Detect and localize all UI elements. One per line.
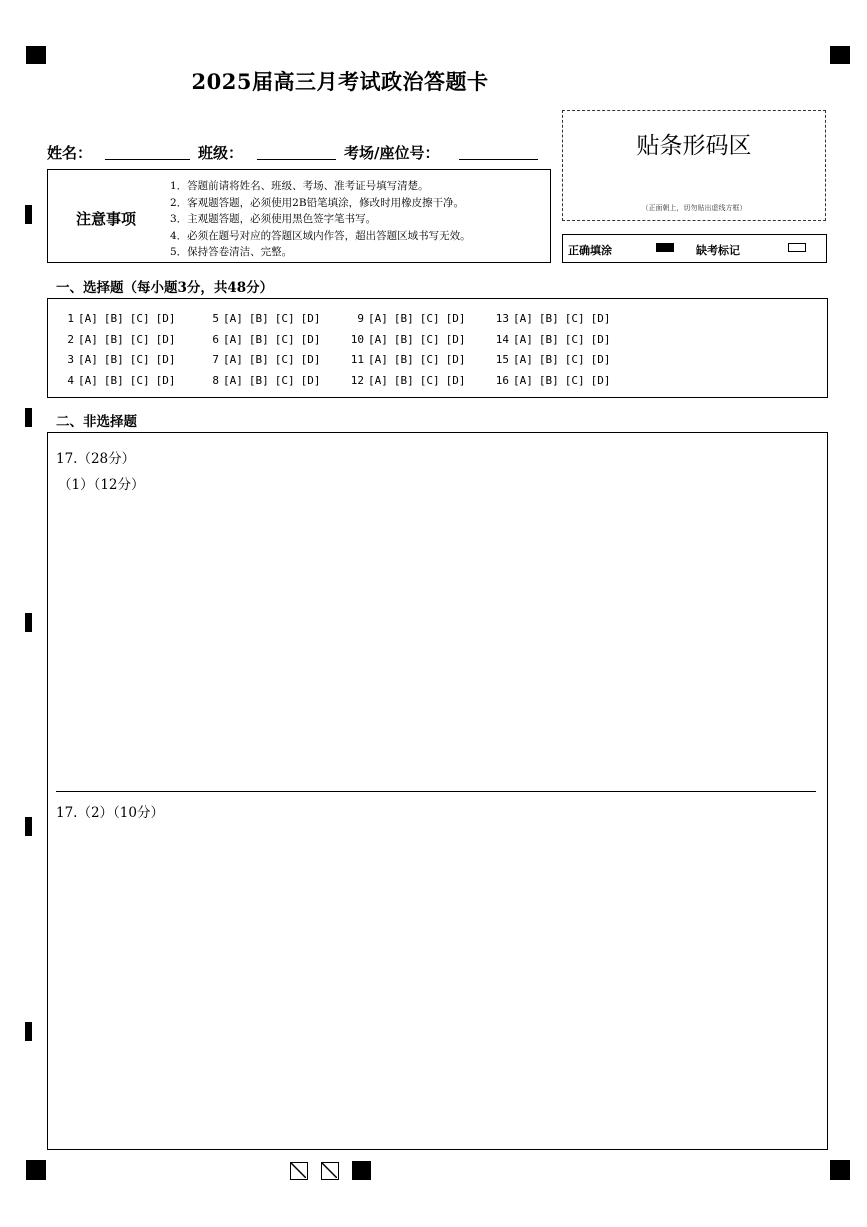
timing-mark bbox=[25, 613, 32, 632]
mc-option-bubble[interactable]: [C] bbox=[419, 373, 440, 387]
mc-option-bubble[interactable]: [A] bbox=[513, 373, 533, 387]
mc-option-bubble[interactable]: [C] bbox=[274, 373, 295, 387]
mc-option-bubble[interactable]: [A] bbox=[368, 312, 388, 325]
notice-item: 4．必须在题号对应的答题区域内作答，超出答题区域书写无效。 bbox=[170, 229, 471, 242]
mc-option-bubble[interactable]: [B] bbox=[103, 312, 124, 325]
mc-option-bubble[interactable]: [B] bbox=[103, 373, 124, 387]
corner-mark-top-right bbox=[830, 46, 850, 64]
mc-option-bubble[interactable]: [C] bbox=[419, 353, 440, 366]
corner-mark-top-left bbox=[26, 46, 46, 64]
mc-question-8 bbox=[203, 371, 321, 392]
mc-question-number: 8 bbox=[212, 373, 219, 387]
mc-question-11 bbox=[348, 350, 466, 371]
mc-option-bubble[interactable]: [D] bbox=[155, 373, 176, 387]
mc-option-bubble[interactable]: [D] bbox=[445, 373, 466, 387]
class-label: 班级： bbox=[198, 144, 244, 162]
mc-question-number: 7 bbox=[212, 353, 219, 366]
barcode-title: 贴条形码区 bbox=[636, 133, 752, 159]
corner-mark-bottom-left bbox=[26, 1160, 46, 1180]
mc-option-bubble[interactable]: [A] bbox=[78, 373, 98, 387]
mc-option-bubble[interactable]: [A] bbox=[78, 312, 98, 325]
corner-mark-bottom-right bbox=[830, 1160, 850, 1180]
mc-option-bubble[interactable]: [D] bbox=[300, 353, 321, 366]
slash-box-icon bbox=[290, 1162, 308, 1180]
mc-option-bubble[interactable]: [B] bbox=[248, 353, 269, 366]
mc-question-number: 14 bbox=[495, 332, 509, 346]
mc-option-bubble[interactable]: [C] bbox=[564, 312, 585, 325]
timing-mark bbox=[25, 1022, 32, 1041]
notice-item: 1．答题前请将姓名、班级、考场、准考证号填写清楚。 bbox=[170, 180, 429, 192]
mc-option-bubble[interactable]: [D] bbox=[590, 332, 611, 346]
mc-option-bubble[interactable]: [D] bbox=[590, 373, 611, 387]
mc-question-number: 10 bbox=[350, 332, 364, 346]
notice-list bbox=[170, 178, 471, 261]
q17-header: 17.（28分） bbox=[56, 451, 136, 467]
timing-mark bbox=[25, 817, 32, 836]
mc-option-bubble[interactable]: [C] bbox=[129, 373, 150, 387]
mc-option-bubble[interactable]: [C] bbox=[564, 353, 585, 366]
mc-option-bubble[interactable]: [B] bbox=[538, 332, 559, 346]
mc-question-number: 3 bbox=[67, 353, 74, 366]
mc-question-number: 1 bbox=[67, 312, 74, 325]
mc-option-bubble[interactable]: [C] bbox=[129, 353, 150, 366]
mc-option-bubble[interactable]: [A] bbox=[78, 353, 98, 366]
page-title: 2025届高三月考试政治答题卡 bbox=[191, 69, 489, 94]
barcode-area bbox=[562, 110, 826, 221]
class-field[interactable] bbox=[257, 142, 336, 160]
mc-option-bubble[interactable]: [D] bbox=[300, 332, 321, 346]
mc-question-number: 6 bbox=[212, 332, 219, 346]
mc-option-bubble[interactable]: [B] bbox=[248, 312, 269, 325]
mc-question-6 bbox=[203, 330, 321, 351]
mc-option-bubble[interactable]: [A] bbox=[368, 373, 388, 387]
mc-question-number: 16 bbox=[495, 373, 509, 387]
absent-mark-checkbox[interactable] bbox=[788, 243, 806, 252]
mc-option-bubble[interactable]: [B] bbox=[103, 353, 124, 366]
mc-option-bubble[interactable]: [C] bbox=[274, 332, 295, 346]
mc-option-bubble[interactable]: [D] bbox=[155, 332, 176, 346]
section2-title: 二、非选择题 bbox=[56, 414, 137, 430]
mc-column bbox=[58, 309, 176, 391]
mc-option-bubble[interactable]: [D] bbox=[155, 353, 176, 366]
mc-option-bubble[interactable]: [B] bbox=[538, 312, 559, 325]
mc-option-bubble[interactable]: [D] bbox=[300, 373, 321, 387]
fill-legend bbox=[562, 234, 827, 263]
name-label: 姓名： bbox=[47, 144, 93, 162]
mc-option-bubble[interactable]: [C] bbox=[129, 312, 150, 325]
mc-option-bubble[interactable]: [D] bbox=[300, 312, 321, 325]
notice-item: 5．保持答卷清洁、完整。 bbox=[170, 246, 293, 258]
mc-question-1 bbox=[58, 309, 176, 330]
absent-mark-label: 缺考标记 bbox=[696, 244, 740, 257]
mc-option-bubble[interactable]: [A] bbox=[513, 353, 533, 366]
answer-divider bbox=[56, 791, 816, 792]
section1-title: 一、选择题（每小题3分，共48分） bbox=[56, 280, 274, 296]
mc-question-number: 13 bbox=[495, 312, 509, 325]
mc-option-bubble[interactable]: [C] bbox=[129, 332, 150, 346]
mc-option-bubble[interactable]: [B] bbox=[248, 373, 269, 387]
mc-option-bubble[interactable]: [A] bbox=[78, 332, 98, 346]
mc-option-bubble[interactable]: [B] bbox=[393, 312, 414, 325]
notice-item: 3．主观题答题，必须使用黑色签字笔书写。 bbox=[170, 213, 377, 225]
mc-option-bubble[interactable]: [A] bbox=[513, 312, 533, 325]
mc-option-bubble[interactable]: [C] bbox=[564, 373, 585, 387]
mc-question-number: 12 bbox=[350, 373, 364, 387]
mc-option-bubble[interactable]: [B] bbox=[538, 373, 559, 387]
mc-question-5 bbox=[203, 309, 321, 330]
mc-option-bubble[interactable]: [D] bbox=[590, 353, 611, 366]
mc-question-15 bbox=[493, 350, 611, 371]
q17-1-label: （1）（12分） bbox=[58, 477, 145, 493]
mc-column bbox=[493, 309, 611, 391]
mc-question-7 bbox=[203, 350, 321, 371]
mc-question-number: 4 bbox=[67, 373, 74, 387]
slash-box-icon bbox=[321, 1162, 339, 1180]
mc-column bbox=[203, 309, 321, 391]
multiple-choice-box bbox=[47, 298, 828, 398]
notice-item: 2．客观题答题，必须使用2B铅笔填涂，修改时用橡皮擦干净。 bbox=[170, 196, 465, 209]
mc-question-number: 11 bbox=[350, 353, 364, 366]
seat-label: 考场/座位号： bbox=[344, 144, 440, 162]
mc-question-number: 9 bbox=[357, 312, 364, 325]
mc-option-bubble[interactable]: [C] bbox=[419, 332, 440, 346]
mc-option-bubble[interactable]: [C] bbox=[274, 353, 295, 366]
mc-option-bubble[interactable]: [B] bbox=[103, 332, 124, 346]
mc-question-16 bbox=[493, 371, 611, 392]
mc-option-bubble[interactable]: [D] bbox=[445, 353, 466, 366]
mc-column bbox=[348, 309, 466, 391]
mc-option-bubble[interactable]: [D] bbox=[445, 332, 466, 346]
mc-question-10 bbox=[348, 330, 466, 351]
notice-box bbox=[47, 169, 551, 263]
mc-option-bubble[interactable]: [B] bbox=[538, 353, 559, 366]
mc-option-bubble[interactable]: [A] bbox=[368, 332, 388, 346]
mc-option-bubble[interactable]: [D] bbox=[590, 312, 611, 325]
mc-question-3 bbox=[58, 350, 176, 371]
mc-question-number: 5 bbox=[212, 312, 219, 325]
mc-question-12 bbox=[348, 371, 466, 392]
correct-fill-label: 正确填涂 bbox=[568, 244, 612, 257]
mc-option-bubble[interactable]: [D] bbox=[155, 312, 176, 325]
mc-option-bubble[interactable]: [B] bbox=[393, 373, 414, 387]
mc-option-bubble[interactable]: [B] bbox=[248, 332, 269, 346]
notice-label: 注意事项 bbox=[76, 210, 137, 228]
mc-option-bubble[interactable]: [A] bbox=[223, 312, 243, 325]
mc-option-bubble[interactable]: [B] bbox=[393, 353, 414, 366]
mc-option-bubble[interactable]: [C] bbox=[274, 312, 295, 325]
mc-question-number: 2 bbox=[67, 332, 74, 346]
mc-option-bubble[interactable]: [A] bbox=[223, 353, 243, 366]
mc-option-bubble[interactable]: [A] bbox=[223, 332, 243, 346]
mc-option-bubble[interactable]: [C] bbox=[419, 312, 440, 325]
mc-question-14 bbox=[493, 330, 611, 351]
barcode-note: （正面朝上，切勿贴出虚线方框） bbox=[641, 204, 747, 212]
mc-question-2 bbox=[58, 330, 176, 351]
mc-option-bubble[interactable]: [D] bbox=[445, 312, 466, 325]
page-mark bbox=[352, 1161, 371, 1180]
name-field[interactable] bbox=[105, 142, 190, 160]
mc-question-4 bbox=[58, 371, 176, 392]
mc-option-bubble[interactable]: [A] bbox=[223, 373, 243, 387]
q17-2-label: 17.（2）（10分） bbox=[56, 805, 164, 821]
mc-option-bubble[interactable]: [C] bbox=[564, 332, 585, 346]
mc-option-bubble[interactable]: [A] bbox=[513, 332, 533, 346]
mc-option-bubble[interactable]: [A] bbox=[368, 353, 388, 366]
seat-field[interactable] bbox=[459, 142, 538, 160]
mc-question-9 bbox=[348, 309, 466, 330]
mc-question-13 bbox=[493, 309, 611, 330]
timing-mark bbox=[25, 205, 32, 224]
correct-fill-sample bbox=[656, 243, 674, 252]
mc-option-bubble[interactable]: [B] bbox=[393, 332, 414, 346]
timing-mark bbox=[25, 408, 32, 427]
mc-question-number: 15 bbox=[495, 353, 509, 366]
